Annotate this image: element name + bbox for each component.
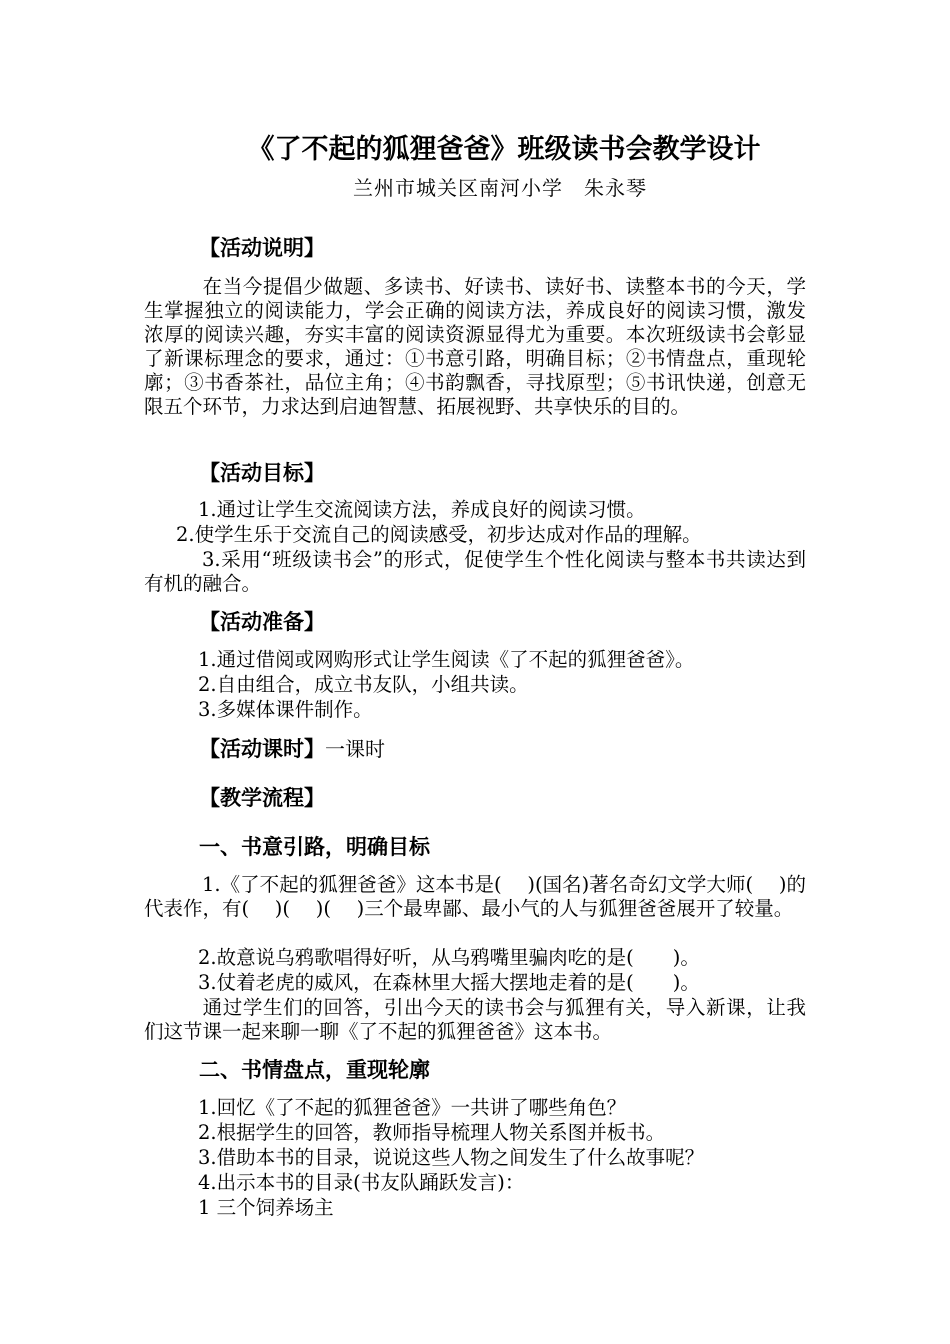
section-heading-time	[199, 733, 385, 765]
prep-item-1: 1.通过借阅或网购形式让学生阅读《了不起的狐狸爸爸》。	[198, 648, 695, 671]
section-heading-goals: 【活动目标】	[199, 461, 325, 485]
part2-item-3: 3.借助本书的目录，说说这些人物之间发生了什么故事呢？	[198, 1146, 705, 1169]
part1-heading: 一、书意引路，明确目标	[199, 835, 430, 859]
part1-question-1-text: 1.《了不起的狐狸爸爸》这本书是( )(国名)著名奇幻文学大师( )的代表作，有( )( )( )三个最卑鄙、最小气的人与狐狸爸爸展开了较量。	[144, 873, 806, 920]
time-heading-label: 【活动课时】	[199, 737, 325, 761]
part2-heading: 二、书情盘点，重现轮廓	[199, 1058, 430, 1082]
prep-item-3: 3.多媒体课件制作。	[198, 698, 373, 721]
paragraph-explain-text: 在当今提倡少做题、多读书、好读书、读好书、读整本书的今天，学生掌握独立的阅读能力，学会正确的阅读方法，养成良好的阅读习惯，激发浓厚的阅读兴趣，夯实丰富的阅读资源显得尤为重要。本次班级读书会彰显了新课标理念的要求，通过：①书意引路，明确目标；②书情盘点，重现轮廓；③书香茶社，品位主角；④书韵飘香，寻找原型；⑤书讯快递，创意无限五个环节，力求达到启迪智慧、拓展视野、共享快乐的目的。	[144, 275, 806, 418]
part1-question-3: 3.仗着老虎的威风，在森林里大摇大摆地走着的是( )。	[198, 971, 700, 994]
paragraph-explain	[144, 275, 806, 419]
goal-item-3	[144, 548, 806, 596]
goal-item-1: 1.通过让学生交流阅读方法，养成良好的阅读习惯。	[198, 498, 646, 521]
part1-question-2: 2.故意说乌鸦歌唱得好听，从乌鸦嘴里骗肉吃的是( )。	[198, 946, 700, 969]
part1-summary-text: 通过学生们的回答，引出今天的读书会与狐狸有关，导入新课，让我们这节课一起来聊一聊《了不起的狐狸爸爸》这本书。	[144, 996, 806, 1043]
part1-question-1	[144, 873, 806, 921]
section-heading-flow: 【教学流程】	[199, 786, 325, 810]
part1-summary	[144, 996, 806, 1044]
part2-item-2: 2.根据学生的回答，教师指导梳理人物关系图并板书。	[198, 1121, 666, 1144]
section-heading-prep: 【活动准备】	[199, 610, 325, 634]
part2-item-4: 4.出示本书的目录(书友队踊跃发言)：	[198, 1171, 525, 1194]
document-title: 《了不起的狐狸爸爸》班级读书会教学设计	[247, 134, 761, 165]
goal-item-2: 2.使学生乐于交流自己的阅读感受，初步达成对作品的理解。	[176, 523, 702, 546]
author-line: 兰州市城关区南河小学 朱永琴	[353, 176, 647, 200]
goal-item-3-text: 3.采用“班级读书会”的形式，促使学生个性化阅读与整本书共读达到有机的融合。	[144, 548, 806, 595]
time-value: 一课时	[325, 737, 385, 761]
part2-item-1: 1.回忆《了不起的狐狸爸爸》一共讲了哪些角色？	[198, 1096, 627, 1119]
section-heading-explain: 【活动说明】	[199, 236, 325, 260]
prep-item-2: 2.自由组合，成立书友队，小组共读。	[198, 673, 529, 696]
part2-item-5: 1 三个饲养场主	[198, 1196, 334, 1219]
